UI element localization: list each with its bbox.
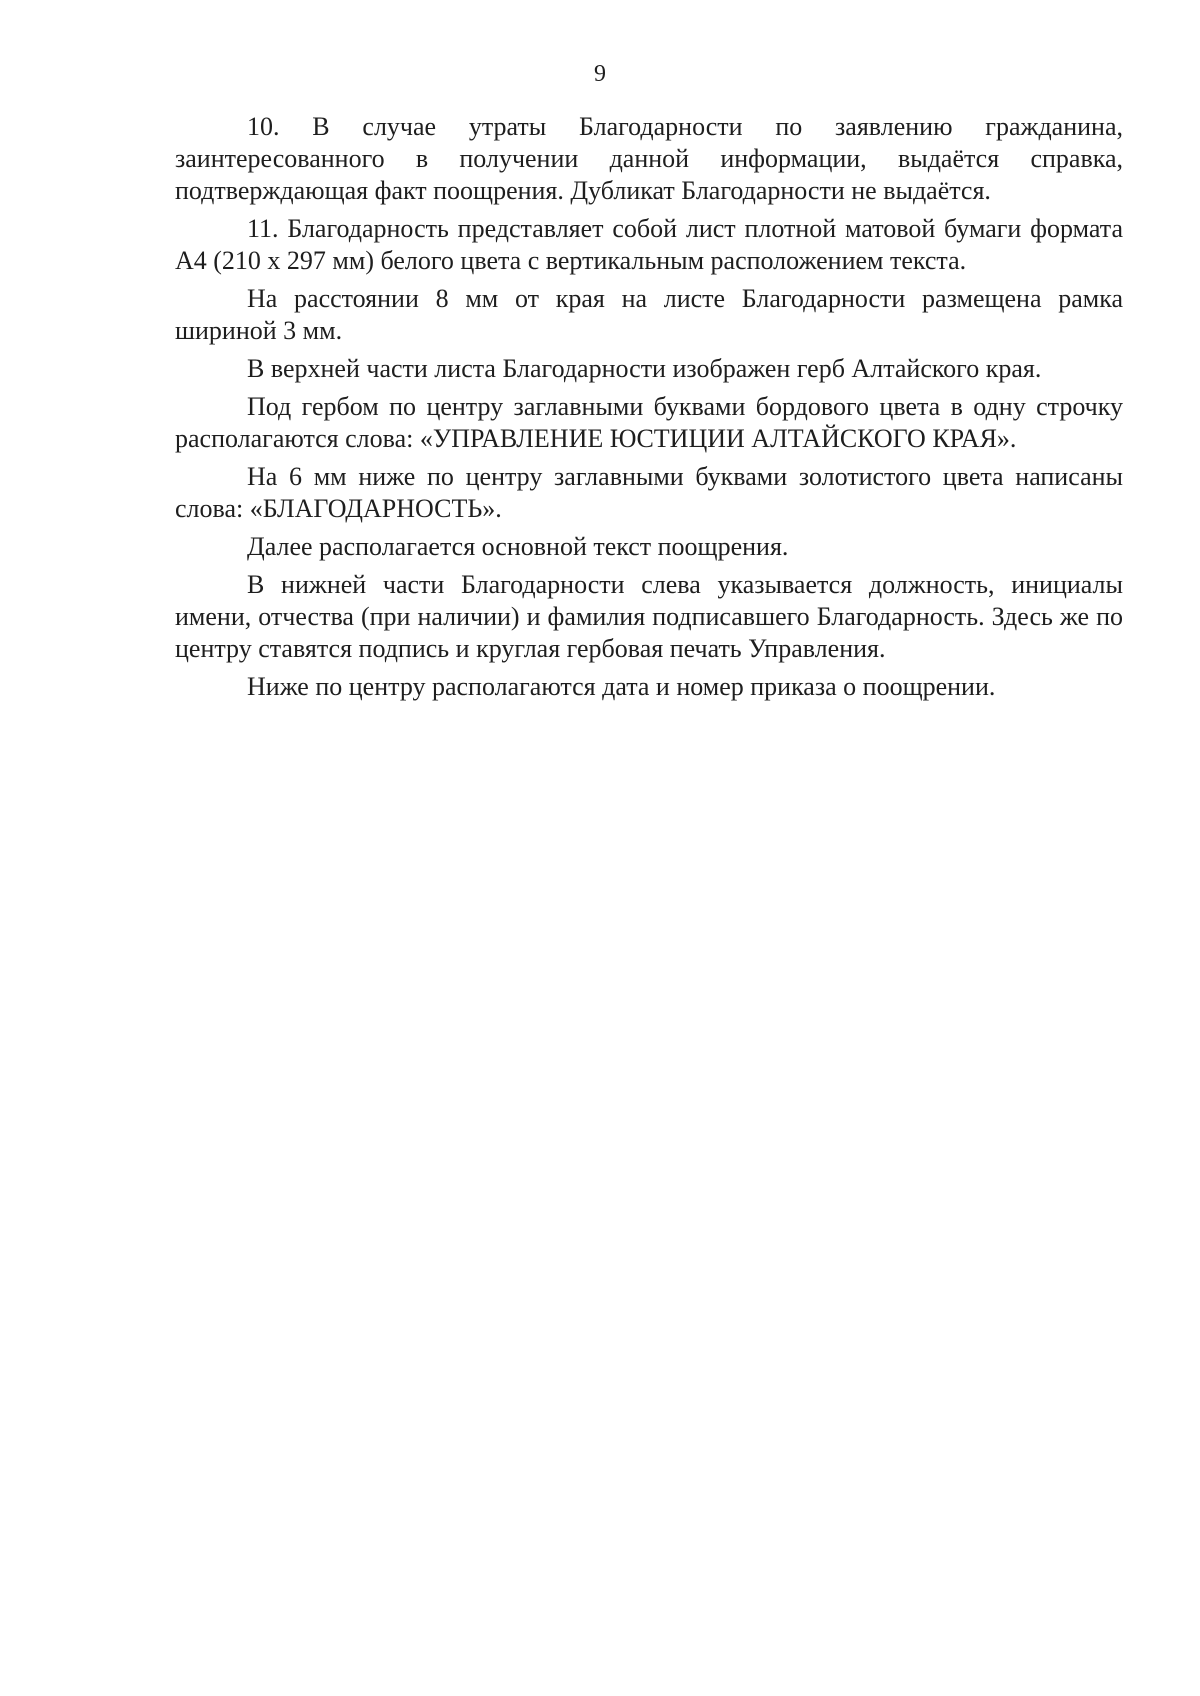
paragraph-heading-words: Под гербом по центру заглавными буквами бордового цвета в одну строчку располагаются слова: «УПРАВЛЕНИЕ ЮСТИЦИИ АЛТАЙСКОГО КРАЯ». [175, 392, 1123, 453]
paragraph-signature-block: В нижней части Благодарности слева указывается должность, инициалы имени, отчества (при наличии) и фамилия подписавшего Благодарность. Здесь же по центру ставятся подпись и круглая гербовая печать Управления. [175, 570, 1123, 663]
paragraph-gratitude-title: На 6 мм ниже по центру заглавными буквами золотистого цвета написаны слова: «БЛАГОДАРНОСТЬ». [175, 462, 1123, 523]
paragraph-order-date: Ниже по центру располагаются дата и номер приказа о поощрении. [247, 672, 996, 701]
page-number: 9 [594, 61, 606, 87]
paragraph-main-text: Далее располагается основной текст поощрения. [247, 532, 789, 561]
paragraph-frame: На расстоянии 8 мм от края на листе Благодарности размещена рамка шириной 3 мм. [175, 284, 1123, 345]
paragraph-paper-format: 11. Благодарность представляет собой лист плотной матовой бумаги формата А4 (210 х 297 мм) белого цвета с вертикальным расположением текста. [175, 214, 1123, 275]
document-body [175, 111, 1123, 703]
paragraph-coat-of-arms: В верхней части листа Благодарности изображен герб Алтайского края. [247, 354, 1042, 383]
paragraph-loss-of-certificate: 10. В случае утраты Благодарности по заявлению гражданина, заинтересованного в получении данной информации, выдаётся справка, подтверждающая факт поощрения. Дубликат Благодарности не выдаётся. [175, 112, 1123, 205]
